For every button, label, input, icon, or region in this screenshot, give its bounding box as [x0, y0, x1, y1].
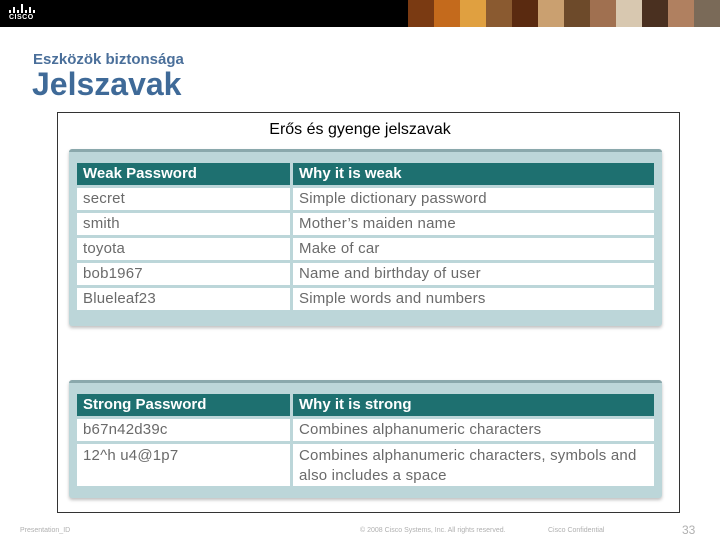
table-header-row [77, 163, 654, 185]
top-banner [0, 0, 720, 27]
password-cell: bob1967 [77, 263, 290, 285]
column-header: Weak Password [77, 163, 290, 185]
table-row [77, 238, 654, 260]
cisco-logo [8, 3, 42, 23]
table-row [77, 213, 654, 235]
weak-password-table-frame [69, 149, 662, 326]
table-header-row [77, 394, 654, 416]
password-cell: b67n42d39c [77, 419, 290, 441]
slide-title: Jelszavak [32, 66, 182, 102]
password-cell: 12^h u4@1p7 [77, 444, 290, 486]
table-row [77, 419, 654, 441]
reason-cell: Simple words and numbers [293, 288, 654, 310]
weak-password-table [74, 160, 657, 313]
password-cell: smith [77, 213, 290, 235]
strong-password-table [74, 391, 657, 489]
cisco-logo-bars-icon [8, 3, 42, 13]
reason-cell: Make of car [293, 238, 654, 260]
frame-caption: Erős és gyenge jelszavak [269, 121, 451, 138]
reason-cell: Mother’s maiden name [293, 213, 654, 235]
header-photo-strip [408, 0, 720, 27]
password-cell: Blueleaf23 [77, 288, 290, 310]
reason-cell: Simple dictionary password [293, 188, 654, 210]
table-row [77, 288, 654, 310]
reason-cell: Combines alphanumeric characters [293, 419, 654, 441]
password-cell: toyota [77, 238, 290, 260]
footer-confidential: Cisco Confidential [548, 527, 605, 534]
table-row [77, 188, 654, 210]
footer-presentation-id: Presentation_ID [20, 527, 71, 534]
reason-cell: Name and birthday of user [293, 263, 654, 285]
cisco-logo-text: CISCO [9, 14, 34, 21]
column-header: Why it is weak [293, 163, 654, 185]
table-row [77, 444, 654, 486]
column-header: Why it is strong [293, 394, 654, 416]
strong-password-table-frame [69, 380, 662, 498]
column-header: Strong Password [77, 394, 290, 416]
footer-copyright: © 2008 Cisco Systems, Inc. All rights reserved. [360, 527, 506, 534]
page-number: 33 [682, 523, 696, 537]
table-row [77, 263, 654, 285]
slide-subtitle: Eszközök biztonsága [33, 51, 184, 68]
password-cell: secret [77, 188, 290, 210]
reason-cell: Combines alphanumeric characters, symbols and also includes a space [293, 444, 654, 486]
